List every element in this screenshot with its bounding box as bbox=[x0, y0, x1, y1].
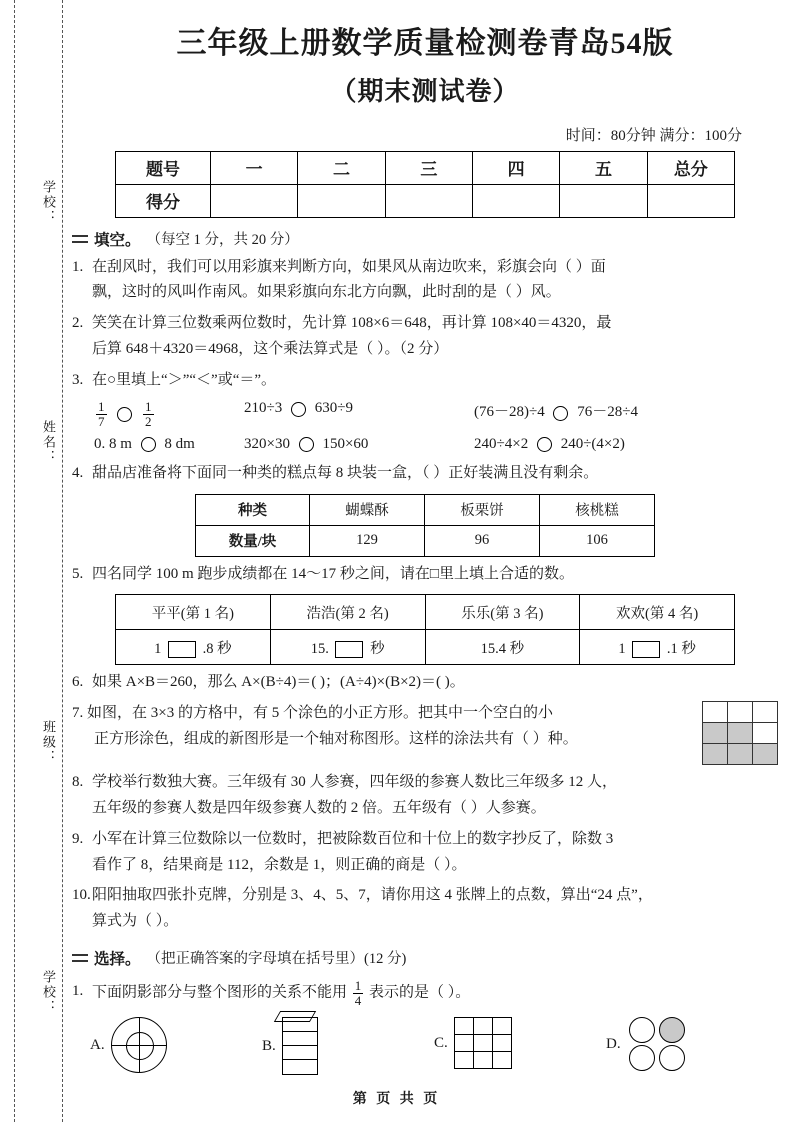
prism-line-2 bbox=[283, 1045, 317, 1046]
question-6 bbox=[72, 670, 778, 696]
question-5 bbox=[72, 562, 778, 588]
option-d[interactable] bbox=[606, 1017, 778, 1071]
question-7 bbox=[72, 701, 778, 765]
section-2-note: （把正确答案的字母填在括号里）(12 分) bbox=[146, 951, 407, 968]
section-2-heading bbox=[72, 947, 778, 969]
question-1-line1: 在刮风时，我们可以用彩旗来判断方向，如果风从南边吹来，彩旗会向（ ）面 bbox=[92, 258, 606, 275]
cake-header-2: 板栗饼 bbox=[425, 494, 540, 525]
question-6-number: 6. bbox=[72, 674, 84, 691]
answer-box[interactable] bbox=[168, 641, 196, 658]
score-row1-c2: 二 bbox=[298, 151, 385, 184]
cell-2-2 bbox=[753, 744, 778, 765]
compare-item-2a: 0. 8 m 8 dm bbox=[94, 435, 195, 452]
run-cell-0-pre: 1 bbox=[154, 640, 162, 657]
option-a[interactable] bbox=[90, 1017, 262, 1073]
compare-item-2c: 240÷4×2 240÷(4×2) bbox=[474, 435, 625, 452]
compare-circle[interactable] bbox=[537, 437, 552, 452]
run-header-0: 平平(第 1 名) bbox=[116, 595, 271, 630]
cell-1-0 bbox=[703, 723, 728, 744]
choice-question-1 bbox=[72, 979, 778, 1007]
answer-box[interactable] bbox=[632, 641, 660, 658]
option-b-label: B. bbox=[262, 1037, 276, 1054]
g-1-1 bbox=[473, 1035, 492, 1052]
question-7-number: 7. bbox=[72, 705, 84, 722]
option-c[interactable] bbox=[434, 1017, 606, 1069]
prism-line-1 bbox=[283, 1031, 317, 1032]
score-row1-c1: 一 bbox=[211, 151, 298, 184]
circle-d bbox=[659, 1045, 685, 1071]
fraction-one-fourth: $\frac{1}{4}$ bbox=[354, 977, 362, 1008]
question-5-line1: 四名同学 100 m 跑步成绩都在 14～17 秒之间，请在□里上填上合适的数。 bbox=[92, 565, 574, 582]
question-3-number: 3. bbox=[72, 371, 84, 388]
dashed-line-outer bbox=[14, 0, 15, 1122]
score-row2-c2[interactable] bbox=[298, 184, 385, 217]
question-8-number: 8. bbox=[72, 774, 84, 791]
option-c-label: C. bbox=[434, 1034, 448, 1051]
circle-c bbox=[629, 1045, 655, 1071]
compare-circle[interactable] bbox=[299, 437, 314, 452]
run-cell-2: 15.4 秒 bbox=[425, 630, 580, 665]
side-label-school-top: 学校： bbox=[41, 180, 56, 225]
table-row bbox=[116, 595, 735, 630]
question-9-line1: 小军在计算三位数除以一位数时，把被除数百位和十位上的数字抄反了，除数 3 bbox=[92, 830, 614, 847]
score-row1-c3: 三 bbox=[385, 151, 472, 184]
g-0-2 bbox=[492, 1018, 511, 1035]
prism-icon bbox=[282, 1017, 318, 1075]
prism-top-icon bbox=[274, 1011, 316, 1022]
compare-circle[interactable] bbox=[117, 407, 132, 422]
score-row1-c4: 四 bbox=[472, 151, 559, 184]
section-2-title: 选择。 bbox=[94, 950, 141, 968]
question-4-number: 4. bbox=[72, 464, 84, 481]
run-header-3: 欢欢(第 4 名) bbox=[580, 595, 735, 630]
option-d-label: D. bbox=[606, 1035, 621, 1052]
g-2-1 bbox=[473, 1052, 492, 1069]
cake-value-0: 129 bbox=[310, 525, 425, 556]
magic-square-table bbox=[702, 701, 778, 765]
circle-a bbox=[629, 1017, 655, 1043]
page-title: 三年级上册数学质量检测卷青岛54版 bbox=[176, 27, 674, 60]
choice-question-1-text-after: 表示的是（ ）。 bbox=[369, 984, 471, 1001]
run-cell-0-post: .8 秒 bbox=[202, 640, 232, 657]
section-1-title: 填空。 bbox=[94, 231, 141, 249]
question-8-line2: 五年级的参赛人数是四年级参赛人数的 2 倍。五年级有（ ）人参赛。 bbox=[92, 799, 546, 816]
question-1-number: 1. bbox=[72, 258, 84, 275]
cell-2-0 bbox=[703, 744, 728, 765]
inner-circle-icon bbox=[126, 1032, 154, 1060]
option-b[interactable] bbox=[262, 1017, 434, 1075]
cake-value-2: 106 bbox=[540, 525, 655, 556]
table-row bbox=[703, 744, 778, 765]
cell-1-1 bbox=[728, 723, 753, 744]
choice-question-1-text-before: 下面阴影部分与整个图形的关系不能用 bbox=[92, 984, 348, 1001]
cake-header-0: 种类 bbox=[196, 494, 310, 525]
table-row bbox=[454, 1018, 511, 1035]
answer-box[interactable] bbox=[335, 641, 363, 658]
table-row bbox=[116, 630, 735, 665]
score-row2-c0: 得分 bbox=[116, 184, 211, 217]
cell-1-2 bbox=[753, 723, 778, 744]
compare-item-1c: (76－28)÷4 76－28÷4 bbox=[474, 404, 638, 421]
compare-row-1 bbox=[94, 400, 778, 428]
g-1-0 bbox=[454, 1035, 473, 1052]
question-10-line2: 算式为（ ）。 bbox=[92, 913, 179, 930]
score-row2-c4[interactable] bbox=[472, 184, 559, 217]
question-10 bbox=[72, 883, 778, 935]
g-2-2 bbox=[492, 1052, 511, 1069]
table-row bbox=[454, 1052, 511, 1069]
score-row1-c5: 五 bbox=[560, 151, 647, 184]
table-row bbox=[196, 525, 655, 556]
side-label-school: 学校： bbox=[41, 970, 56, 1015]
question-1 bbox=[72, 255, 778, 307]
question-9 bbox=[72, 827, 778, 879]
page-footer: 第 页 共 页 bbox=[352, 1092, 441, 1107]
exam-meta: 时间：80分钟 满分：100分 bbox=[565, 127, 742, 144]
question-10-line1: 阳阳抽取四张扑克牌，分别是 3、4、5、7，请你用这 4 张牌上的点数，算出“24 点”， bbox=[92, 887, 653, 904]
side-label-class: 班级： bbox=[41, 720, 56, 765]
section-1-heading bbox=[72, 228, 778, 250]
compare-item-1a bbox=[94, 400, 244, 428]
table-row bbox=[116, 184, 735, 217]
cell-0-1 bbox=[728, 702, 753, 723]
question-10-number: 10. bbox=[72, 887, 91, 904]
section-mark-icon bbox=[72, 952, 88, 964]
compare-item-1b: 210÷3 630÷9 bbox=[244, 400, 353, 417]
run-cell-3-pre: 1 bbox=[618, 640, 626, 657]
score-row2-c1[interactable] bbox=[211, 184, 298, 217]
option-a-label: A. bbox=[90, 1036, 105, 1053]
cake-header-1: 蝴蝶酥 bbox=[310, 494, 425, 525]
cake-value-1: 96 bbox=[425, 525, 540, 556]
cell-0-2 bbox=[753, 702, 778, 723]
question-2-number: 2. bbox=[72, 315, 84, 332]
page-content bbox=[72, 0, 778, 1122]
score-row2-c3[interactable] bbox=[385, 184, 472, 217]
compare-circle[interactable] bbox=[141, 437, 156, 452]
question-5-number: 5. bbox=[72, 565, 84, 582]
circle-quarters-icon bbox=[111, 1017, 167, 1073]
question-7-text bbox=[72, 701, 778, 753]
prism-line-3 bbox=[283, 1059, 317, 1060]
g-0-1 bbox=[473, 1018, 492, 1035]
table-row bbox=[116, 151, 735, 184]
question-4-line1: 甜品店准备将下面同一种类的糕点每 8 块装一盒，（ ）正好装满且没有剩余。 bbox=[92, 464, 599, 481]
choice-question-1-number: 1. bbox=[72, 982, 84, 999]
question-2-line2: 后算 648＋4320＝4968，这个乘法算式是（ ）。（2 分） bbox=[92, 340, 449, 357]
question-9-line2: 看作了 8，结果商是 112，余数是 1，则正确的商是（ ）。 bbox=[92, 856, 467, 873]
run-header-2: 乐乐(第 3 名) bbox=[425, 595, 580, 630]
run-cell-3[interactable] bbox=[580, 630, 735, 665]
table-row bbox=[454, 1035, 511, 1052]
compare-row-2 bbox=[94, 436, 778, 453]
question-4 bbox=[72, 461, 778, 487]
run-cell-1[interactable] bbox=[270, 630, 425, 665]
run-cell-3-post: .1 秒 bbox=[666, 640, 696, 657]
score-row2-c5[interactable] bbox=[560, 184, 647, 217]
fraction-one-seventh: $\frac{1}{7}$ bbox=[98, 399, 105, 430]
cake-table bbox=[195, 494, 655, 557]
circle-b-shaded bbox=[659, 1017, 685, 1043]
run-cell-1-pre: 15. bbox=[310, 640, 329, 657]
question-3-line1: 在○里填上“＞”“＜”或“＝”。 bbox=[92, 371, 277, 388]
table-row bbox=[196, 494, 655, 525]
score-table bbox=[115, 151, 735, 218]
binding-margin bbox=[0, 0, 62, 1122]
compare-circle[interactable] bbox=[291, 402, 306, 417]
question-7-line1: 如图，在 3×3 的方格中，有 5 个涂色的小正方形。把其中一个空白的小 bbox=[87, 705, 553, 722]
magic-square-figure bbox=[702, 701, 778, 765]
cake-row-label: 数量/块 bbox=[196, 525, 310, 556]
fraction-one-half: $\frac{1}{2}$ bbox=[145, 399, 152, 430]
g-0-0 bbox=[454, 1018, 473, 1035]
question-3 bbox=[72, 368, 778, 394]
table-row bbox=[703, 723, 778, 744]
page-subtitle: （期末测试卷） bbox=[330, 76, 520, 106]
score-row1-c0: 题号 bbox=[116, 151, 211, 184]
score-row2-c6[interactable] bbox=[647, 184, 734, 217]
score-row1-c6: 总分 bbox=[647, 151, 734, 184]
section-1-note: （每空 1 分，共 20 分） bbox=[146, 232, 299, 248]
four-circles-icon bbox=[627, 1017, 701, 1071]
grid-3x3-icon bbox=[454, 1017, 512, 1069]
dashed-line-inner bbox=[62, 0, 63, 1122]
g-1-2 bbox=[492, 1035, 511, 1052]
run-cell-0[interactable] bbox=[116, 630, 271, 665]
question-6-line1: 如果 A×B＝260，那么 A×(B÷4)＝( )；(A÷4)×(B×2)＝( )。 bbox=[92, 674, 465, 691]
question-9-number: 9. bbox=[72, 830, 84, 847]
question-2-line1: 笑笑在计算三位数乘两位数时，先计算 108×6＝648，再计算 108×40＝4320，最 bbox=[92, 315, 612, 332]
choice-options-row bbox=[90, 1017, 778, 1075]
cell-0-0 bbox=[703, 702, 728, 723]
compare-circle[interactable] bbox=[553, 406, 568, 421]
run-cell-1-post: 秒 bbox=[370, 640, 385, 657]
question-2 bbox=[72, 311, 778, 363]
cake-header-3: 核桃糕 bbox=[540, 494, 655, 525]
cell-2-1 bbox=[728, 744, 753, 765]
section-mark-icon bbox=[72, 233, 88, 245]
side-label-name: 姓名： bbox=[41, 420, 56, 465]
question-8 bbox=[72, 770, 778, 822]
question-8-line1: 学校举行数独大赛。三年级有 30 人参赛，四年级的参赛人数比三年级多 12 人， bbox=[92, 774, 618, 791]
g-2-0 bbox=[454, 1052, 473, 1069]
run-table bbox=[115, 594, 735, 665]
run-header-1: 浩浩(第 2 名) bbox=[270, 595, 425, 630]
table-row bbox=[703, 702, 778, 723]
compare-item-2b: 320×30 150×60 bbox=[244, 435, 369, 452]
question-7-line2: 正方形涂色，组成的新图形是一个轴对称图形。这样的涂法共有（ ）种。 bbox=[94, 730, 578, 747]
question-1-line2: 飘，这时的风叫作南风。如果彩旗向东北方向飘，此时刮的是（ ）风。 bbox=[92, 284, 561, 301]
